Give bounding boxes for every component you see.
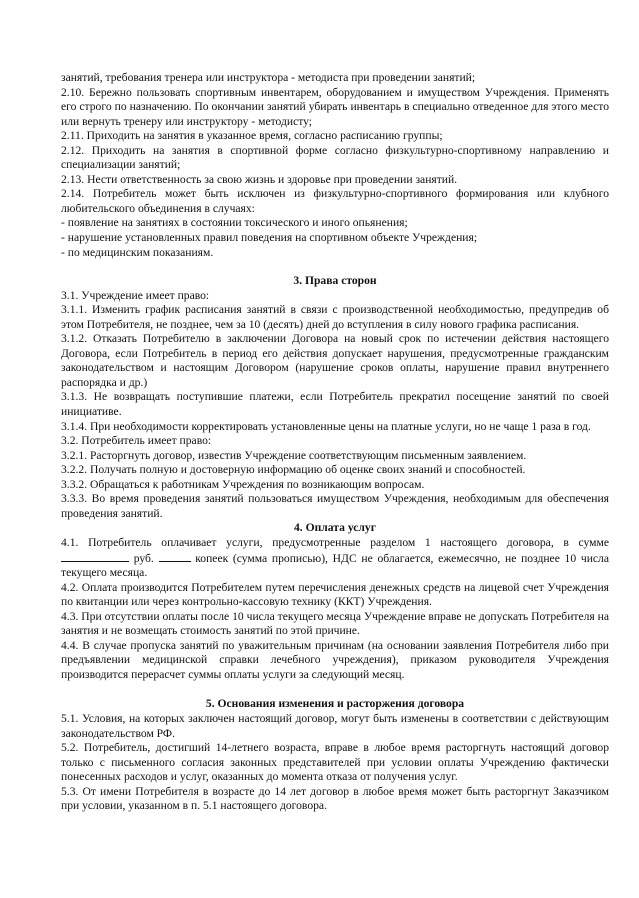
text-fragment: руб. (129, 551, 159, 565)
paragraph: 3.2.2. Получать полную и достоверную информацию об оценке своих знаний и способностей. (61, 463, 526, 477)
paragraph: 2.12. Приходить на занятия в спортивной форме согласно физкультурно-спортивному направлению и специализации занятий; (61, 143, 609, 172)
section-2-continuation (61, 71, 609, 260)
text-fragment: 4.1. Потребитель оплачивает услуги, предусмотренные разделом 1 настоящего договора, в сумме (61, 535, 609, 549)
paragraph: 3.2. Потребитель имеет право: (61, 434, 212, 448)
paragraph: 4.2. Оплата производится Потребителем путем перечисления денежных средств на лицевой счет Учреждения по квитанции или через контрольно-кассовую технику (ККТ) Учреждения. (61, 580, 609, 609)
paragraph: занятий, требования тренера или инструктора - методиста при проведении занятий; (61, 71, 476, 84)
paragraph: 3.1.1. Изменить график расписания занятий в связи с производственной необходимостью, предупредив об этом Потребителя, не позднее, чем за 10 (десять) дней до вступления в силу нового графика расписания. (61, 303, 609, 331)
section-heading: 3. Права сторон (293, 274, 377, 288)
paragraph: 3.1.3. Не возвращать поступившие платежи, если Потребитель прекратил посещение занятий по своей инициативе. (61, 390, 609, 419)
document-body (61, 71, 609, 814)
section-heading: 4. Оплата услуг (294, 521, 376, 535)
paragraph: 4.4. В случае пропуска занятий по уважительным причинам (на основании заявления Потребителя либо при предъявлении медицинской справки лечебного учреждения), приказом руководителя Учреждения производится перерасчет суммы оплаты услуги за следующий месяц. (61, 638, 609, 681)
paragraph: 5.2. Потребитель, достигший 14-летнего возраста, вправе в любое время расторгнуть настоящий договор только с письменного согласия законных представителей при условии оплаты Учреждению фактически понесенных расходов и услуг, оказанных до момента отказа от получения услуг. (61, 741, 609, 784)
paragraph: 5.1. Условия, на которых заключен настоящий договор, могут быть изменены в соответствии с действующим законодательством РФ. (61, 711, 609, 740)
blank-amount-rubles (61, 551, 129, 562)
list-item: - появление на занятиях в состоянии токсического и иного опьянения; (61, 216, 408, 230)
paragraph: 3.1.4. При необходимости корректировать установленные цены на платные услуги, но не чаще 1 раза в год. (61, 419, 591, 433)
text-fragment: копеек (сумма прописью), НДС не облагается, ежемесячно, не позднее 10 числа текущего месяца. (61, 551, 609, 580)
section-4 (61, 521, 609, 682)
paragraph: 2.13. Нести ответственность за свою жизнь и здоровье при проведении занятий. (61, 172, 458, 186)
paragraph: 3.2.1. Расторгнуть договор, известив Учреждение соответствующим письменным заявлением. (61, 448, 527, 462)
paragraph: 3.3.3. Во время проведения занятий пользоваться имуществом Учреждения, необходимым для обеспечения проведения занятий. (61, 492, 609, 520)
paragraph: 4.3. При отсутствии оплаты после 10 числа текущего месяца Учреждение вправе не допускать Потребителя на занятия и не возмещать стоимость занятий по этой причине. (61, 609, 609, 638)
list-item: - нарушение установленных правил поведения на спортивном объекте Учреждения; (61, 231, 478, 245)
blank-amount-kopecks (159, 551, 191, 562)
paragraph: 2.10. Бережно пользовать спортивным инвентарем, оборудованием и имуществом Учреждения. Применять его строго по назначению. По окончании занятий убирать инвентарь в специально отведенное для этого место или вернуть тренеру или инструктору - методисту; (61, 85, 609, 128)
paragraph-4-1 (61, 536, 609, 581)
paragraph: 5.3. От имени Потребителя в возрасте до 14 лет договор в любое время может быть расторгнут Заказчиком при условии, указанном в п. 5.1 настоящего договора. (61, 784, 609, 813)
paragraph: 2.14. Потребитель может быть исключен из физкультурно-спортивного формирования или клубного любительского объединения в случаях: (61, 187, 609, 215)
paragraph: 2.11. Приходить на занятия в указанное время, согласно расписанию группы; (61, 129, 443, 143)
paragraph: 3.3.2. Обращаться к работникам Учреждения по возникающим вопросам. (61, 477, 425, 491)
paragraph: 3.1.2. Отказать Потребителю в заключении Договора на новый срок по истечении действия настоящего Договора, если Потребитель в период его действия допускает нарушения, предусмотренные гражданским законодательством и настоящим Договором (нарушение сроков оплаты, нарушение правил внутреннего распорядка и др.) (61, 332, 609, 389)
section-heading: 5. Основания изменения и расторжения договора (205, 697, 465, 711)
list-item: - по медицинским показаниям. (61, 245, 214, 259)
paragraph: 3.1. Учреждение имеет право: (61, 288, 210, 302)
section-5 (61, 697, 609, 813)
section-3 (61, 274, 609, 521)
